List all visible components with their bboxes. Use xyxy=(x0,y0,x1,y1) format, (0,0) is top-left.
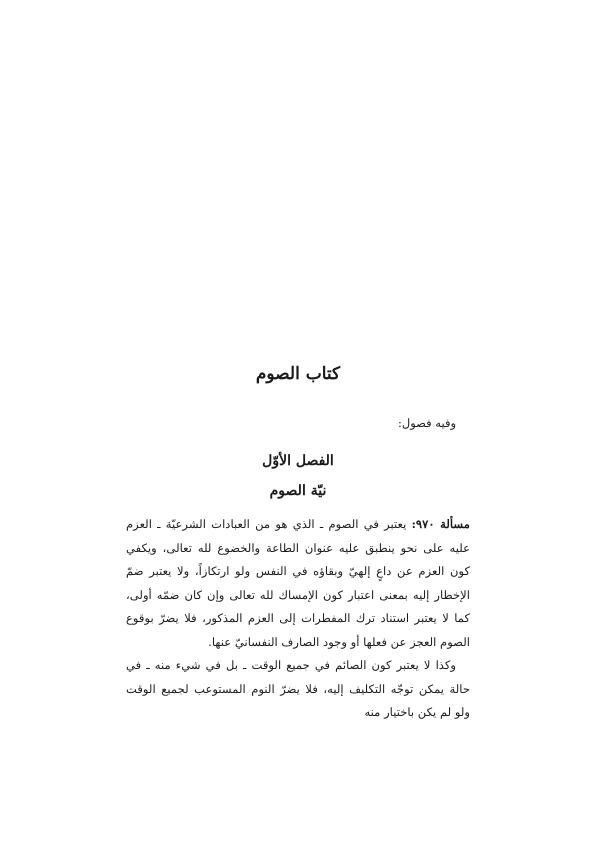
chapter-title: الفصل الأوّل xyxy=(262,453,334,469)
intro-text: وفيه فصول: xyxy=(398,416,456,430)
paragraph-1-text: يعتبر في الصوم ـ الذي هو من العبادات الشرعيّة ـ العزم عليه على نحو ينطبق عليه عنوان الطاعة والخضوع لله تعالى، ويكفي كون العزم عن داعٍ إلهيّ وبقاؤه في النفس ولو ارتكازاً، ولا يعتبر ضمّ الإخطار إليه بمعنى اعتبار كون الإمساك لله تعالى وإن كان ضمّه أولى، كما لا يعتبر استناد ترك المفطرات إلى العزم المذكور، فلا يضرّ بوقوع الصوم العجز عن فعلها أو وجود الصارف النفسانيّ عنها. xyxy=(126,517,470,649)
section-title: نيّة الصوم xyxy=(269,483,327,499)
paragraph-2: وكذا لا يعتبر كون الصائم في جميع الوقت ـ بل في شيء منه ـ في حالة يمكن توجّه التكليف إليه، فلا يضرّ النوم المستوعب لجميع الوقت ولو لم يكن باختيار منه xyxy=(126,658,470,719)
body-text xyxy=(126,513,470,725)
issue-label: مسألة ٩٧٠: xyxy=(411,517,470,531)
book-title: كتاب الصوم xyxy=(255,364,341,384)
paragraph-1 xyxy=(126,513,470,654)
